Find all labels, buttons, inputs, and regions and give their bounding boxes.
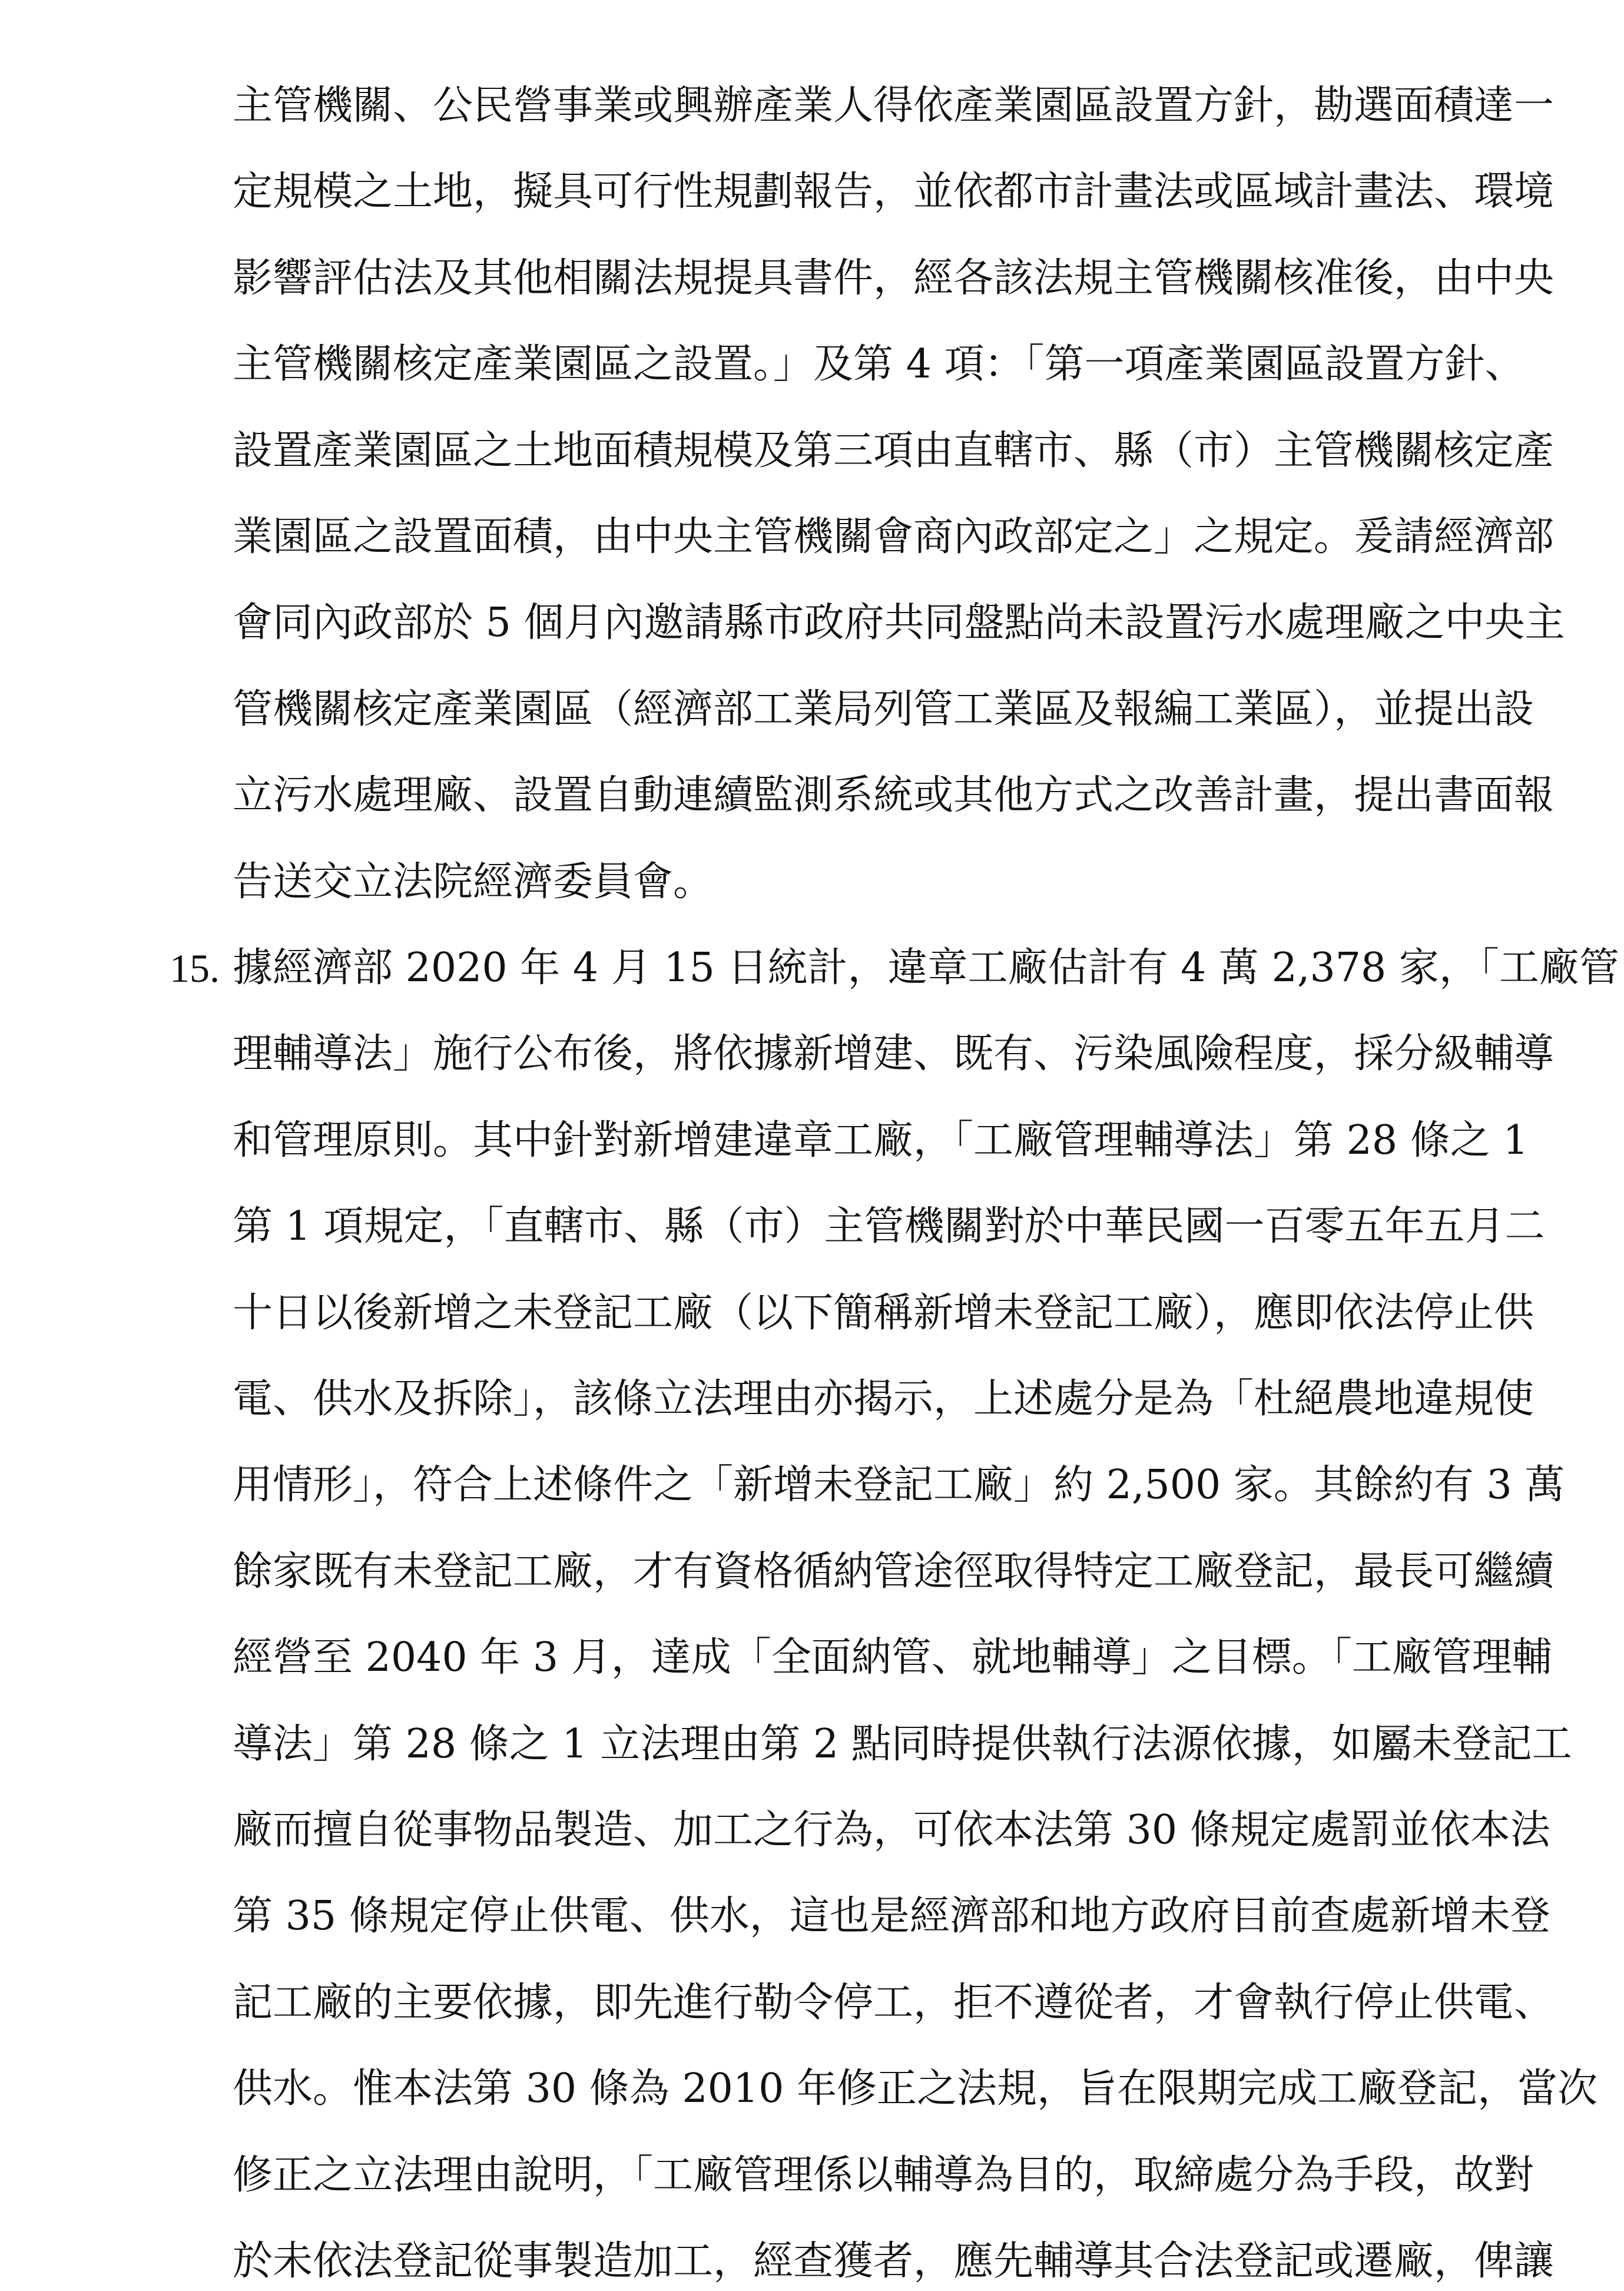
paragraph-line: 立污水處理廠、設置自動連續監測系統或其他方式之改善計畫，提出書面報 <box>233 772 1555 819</box>
paragraph-line: 主管機關、公民營事業或興辦產業人得依產業園區設置方針，勘選面積達一 <box>233 82 1555 129</box>
item-line: 理輔導法」施行公布後，將依據新增建、既有、污染風險程度，採分級輔導 <box>233 1031 1555 1077</box>
paragraph-line: 影響評估法及其他相關法規提具書件，經各該法規主管機關核准後，由中央 <box>233 255 1555 302</box>
item-line: 十日以後新增之未登記工廠（以下簡稱新增未登記工廠），應即依法停止供 <box>233 1290 1534 1336</box>
item-line: 第 35 條規定停止供電、供水，這也是經濟部和地方政府目前查處新增未登 <box>233 1893 1550 1939</box>
paragraph-line: 會同內政部於 5 個月內邀請縣市政府共同盤點尚未設置污水處理廠之中央主 <box>233 600 1565 646</box>
item-line: 導法」第 28 條之 1 立法理由第 2 點同時提供執行法源依據，如屬未登記工 <box>233 1721 1572 1767</box>
item-line: 於未依法登記從事製造加工，經查獲者，應先輔導其合法登記或遷廠，俾讓 <box>233 2238 1555 2285</box>
paragraph-line: 設置產業園區之土地面積規模及第三項由直轄市、縣（市）主管機關核定產 <box>233 428 1555 474</box>
item-line: 廠而擅自從事物品製造、加工之行為，可依本法第 30 條規定處罰並依本法 <box>233 1807 1550 1853</box>
item-line: 用情形」，符合上述條件之「新增未登記工廠」約 2,500 家。其餘約有 3 萬 <box>233 1462 1565 1508</box>
paragraph-line: 業園區之設置面積，由中央主管機關會商內政部定之」之規定。爰請經濟部 <box>233 514 1555 560</box>
paragraph-line: 定規模之土地，擬具可行性規劃報告，並依都市計畫法或區域計畫法、環境 <box>233 168 1555 215</box>
item-number: 15. <box>170 946 220 991</box>
paragraph-line: 主管機關核定產業園區之設置。」及第 4 項：「第一項產業園區設置方針、 <box>233 341 1525 388</box>
item-line: 據經濟部 2020 年 4 月 15 日統計，違章工廠估計有 4 萬 2,378 家，「工廠管 <box>233 945 1619 991</box>
item-line: 電、供水及拆除」，該條立法理由亦揭示，上述處分是為「杜絕農地違規使 <box>233 1376 1534 1422</box>
item-line: 餘家既有未登記工廠，才有資格循納管途徑取得特定工廠登記，最長可繼續 <box>233 1548 1555 1595</box>
item-line: 修正之立法理由說明，「工廠管理係以輔導為目的，取締處分為手段，故對 <box>233 2152 1534 2199</box>
paragraph-line: 告送交立法院經濟委員會。 <box>233 859 714 905</box>
item-line: 供水。惟本法第 30 條為 2010 年修正之法規，旨在限期完成工廠登記，當次 <box>233 2065 1598 2112</box>
item-line: 第 1 項規定，「直轄市、縣（市）主管機關對於中華民國一百零五年五月二 <box>233 1203 1545 1250</box>
item-line: 和管理原則。其中針對新增建違章工廠，「工廠管理輔導法」第 28 條之 1 <box>233 1117 1529 1164</box>
item-line: 經營至 2040 年 3 月，達成「全面納管、就地輔導」之目標。「工廠管理輔 <box>233 1634 1552 1681</box>
paragraph-line: 管機關核定產業園區（經濟部工業局列管工業區及報編工業區），並提出設 <box>233 686 1534 733</box>
item-line: 記工廠的主要依據，即先進行勒令停工，拒不遵從者，才會執行停止供電、 <box>233 1979 1555 2026</box>
